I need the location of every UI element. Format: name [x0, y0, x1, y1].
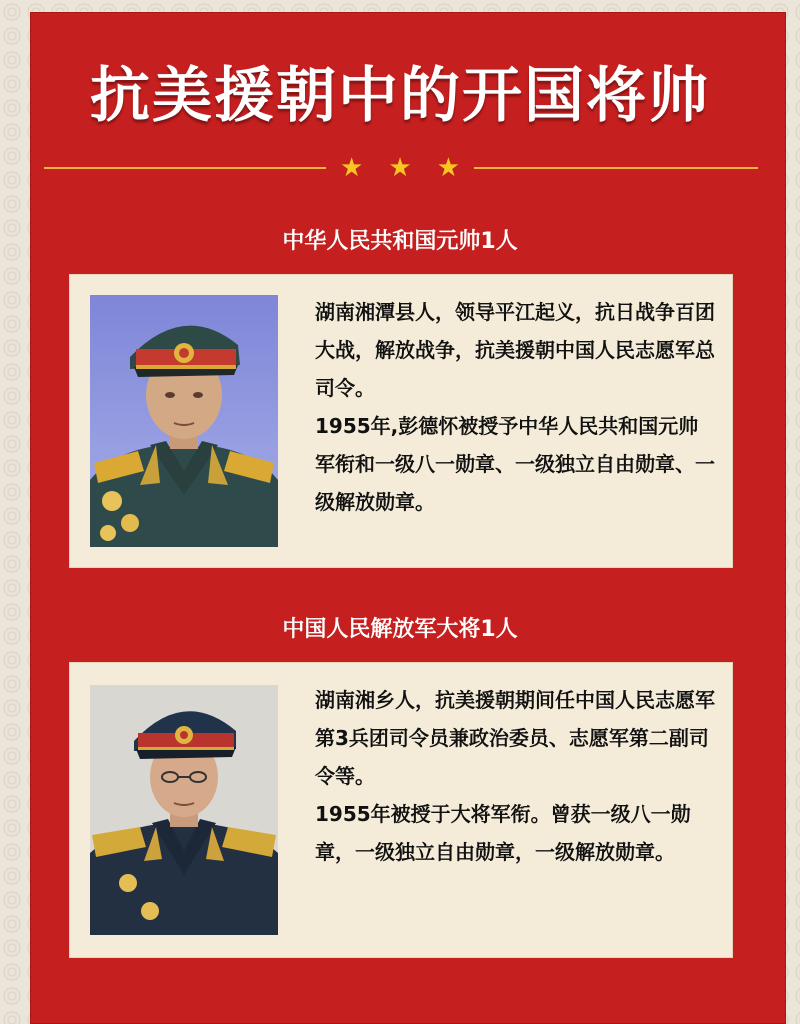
description-paragraph: 1955年,彭德怀被授予中华人民共和国元帅军衔和一级八一勋章、一级独立自由勋章、一级解放勋章。: [315, 414, 715, 514]
star-row: [340, 150, 460, 186]
general-card: [69, 662, 733, 958]
star-icon: ★: [436, 153, 460, 183]
marshal-card: [69, 274, 733, 568]
general-portrait-icon: [90, 685, 278, 935]
section-heading-marshal: 中华人民共和国元帅1人: [282, 229, 518, 254]
description-paragraph: 湖南湘乡人，抗美援朝期间任中国人民志愿军第3兵团司令员兼政治委员、志愿军第二副司令等。: [315, 688, 715, 788]
star-icon: ★: [340, 153, 364, 183]
marshal-description: [315, 293, 715, 521]
star-icon: ★: [388, 153, 412, 183]
title-divider-left: [44, 167, 326, 169]
section-heading-general: 中国人民解放军大将1人: [282, 617, 518, 642]
general-description: [315, 681, 715, 871]
page-title: 抗美援朝中的开国将帅: [90, 61, 710, 131]
description-paragraph: 1955年被授于大将军衔。曾获一级八一勋章，一级独立自由勋章，一级解放勋章。: [315, 802, 691, 864]
description-paragraph: 湖南湘潭县人，领导平江起义，抗日战争百团大战，解放战争，抗美援朝中国人民志愿军总司令。: [315, 300, 715, 400]
title-divider-right: [474, 167, 758, 169]
marshal-portrait-icon: [90, 295, 278, 547]
